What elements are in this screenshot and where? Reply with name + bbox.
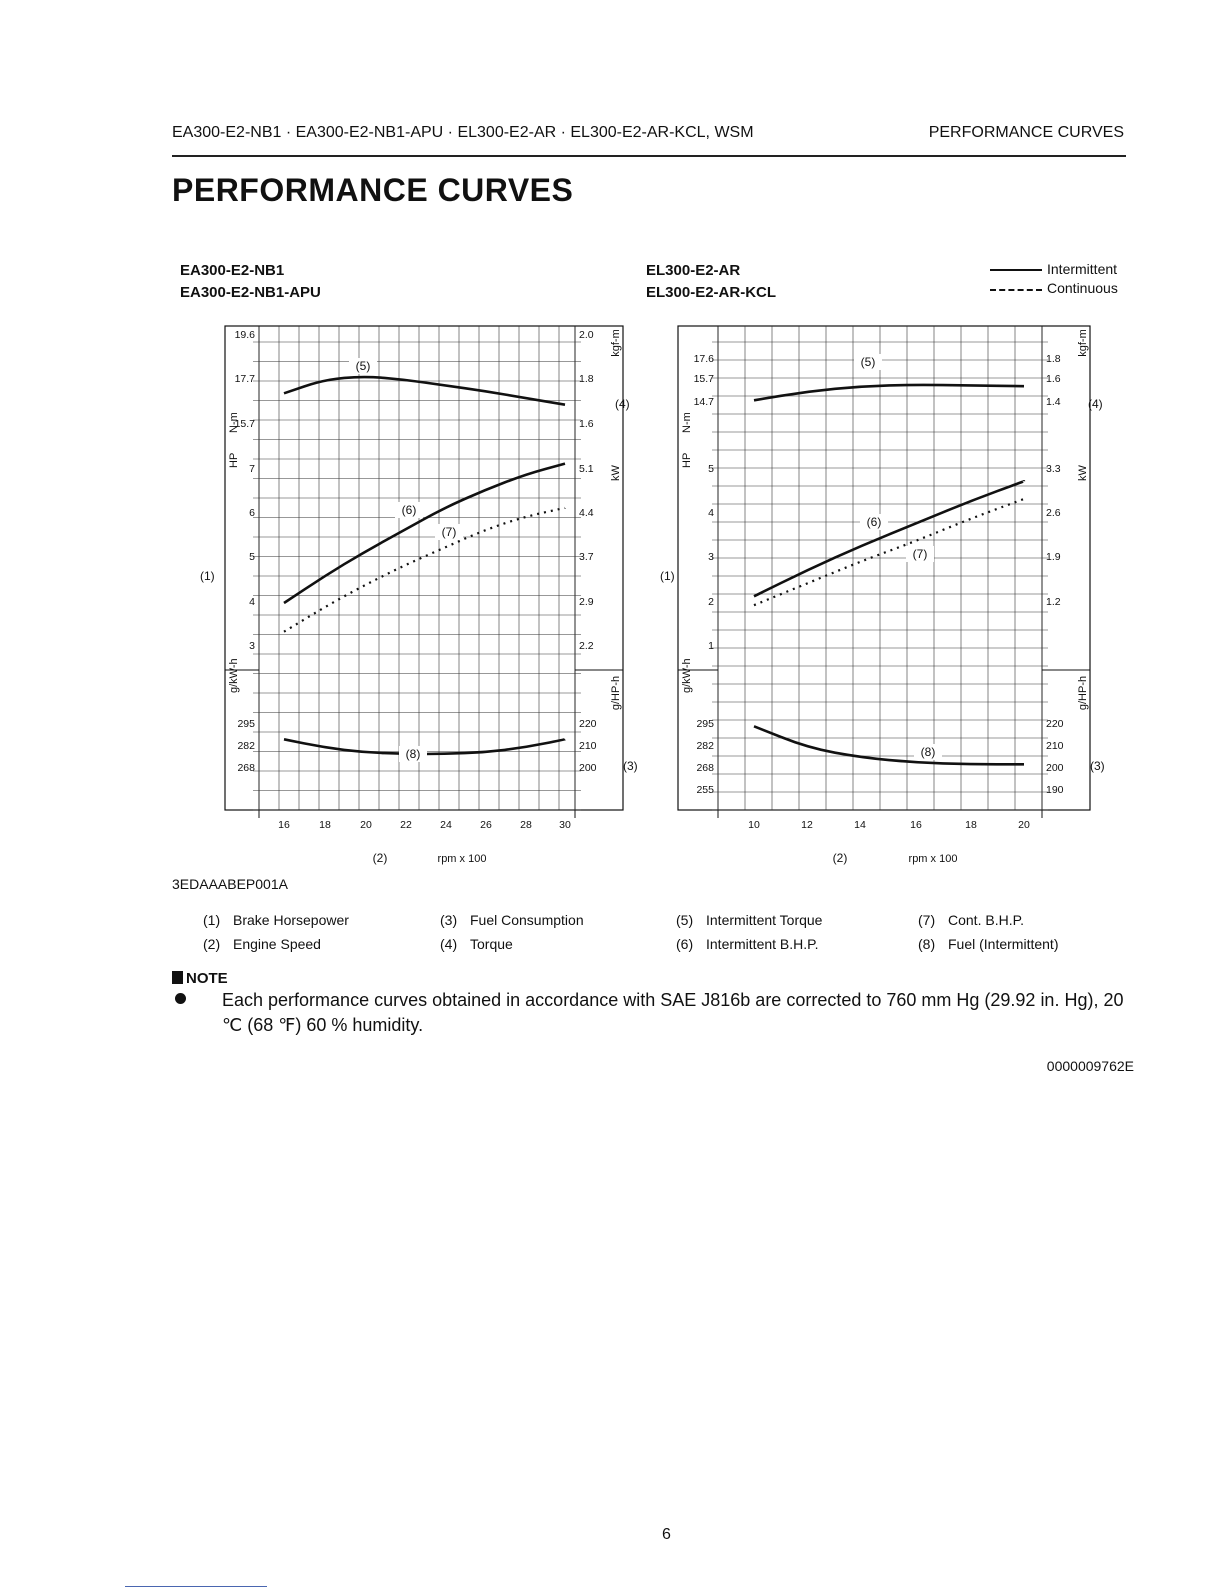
right-tick-label: 2.2 bbox=[579, 640, 594, 652]
left-tick-label: 2 bbox=[708, 596, 714, 608]
right-tick-label: 1.2 bbox=[1046, 596, 1061, 608]
left-tick-label: 268 bbox=[696, 762, 714, 774]
series-line-6 bbox=[754, 481, 1024, 596]
series-line-8 bbox=[754, 726, 1024, 764]
series-label: (5) bbox=[355, 359, 371, 373]
left-tick-label: 268 bbox=[237, 762, 255, 774]
legend-item-3: (3) Fuel Consumption bbox=[440, 912, 584, 928]
x-tick-label: 18 bbox=[965, 819, 977, 831]
hp-axis-ref: (1) bbox=[200, 569, 215, 583]
right-tick-label: 2.0 bbox=[579, 329, 594, 341]
x-tick-label: 22 bbox=[400, 819, 412, 831]
series-line-5 bbox=[754, 385, 1024, 400]
x-tick-label: 10 bbox=[748, 819, 760, 831]
note-text: Each performance curves obtained in accordance with SAE J816b are corrected to 760 mm Hg (29.92 in. Hg), 20 ℃ (68 ℉) 60 % humidity. bbox=[222, 990, 1124, 1035]
right-tick-label: 210 bbox=[1046, 740, 1064, 752]
x-tick-label: 12 bbox=[801, 819, 813, 831]
legend-item-7: (7) Cont. B.H.P. bbox=[918, 912, 1025, 928]
axis-unit-label: N-m bbox=[228, 412, 240, 433]
left-model-2: EA300-E2-NB1-APU bbox=[180, 284, 321, 301]
right-tick-label: 1.8 bbox=[1046, 353, 1061, 365]
note-heading: NOTE bbox=[172, 970, 228, 987]
left-tick-label: 5 bbox=[708, 463, 714, 475]
x-tick-label: 14 bbox=[854, 819, 866, 831]
torque-axis-ref: (4) bbox=[615, 397, 630, 411]
axis-unit-label-right: kW bbox=[1077, 465, 1089, 481]
axis-unit-label-right: kgf-m bbox=[610, 329, 622, 357]
left-tick-label: 19.6 bbox=[234, 329, 255, 341]
hp-axis-ref: (1) bbox=[660, 569, 675, 583]
torque-axis-ref: (4) bbox=[1088, 397, 1103, 411]
doc-code: 0000009762E bbox=[1046, 1058, 1134, 1074]
axis-unit-label: g/kW-h bbox=[681, 658, 693, 693]
bullet-icon bbox=[175, 993, 186, 1004]
left-tick-label: 15.7 bbox=[234, 418, 255, 430]
series-label: (7) bbox=[441, 525, 457, 539]
chart-grid bbox=[678, 326, 1090, 818]
right-tick-label: 210 bbox=[579, 740, 597, 752]
right-tick-label: 2.9 bbox=[579, 596, 594, 608]
page-title: PERFORMANCE CURVES bbox=[172, 172, 574, 208]
legend-item-4: (4) Torque bbox=[440, 936, 513, 952]
right-tick-label: 2.6 bbox=[1046, 507, 1061, 519]
series-line-7 bbox=[754, 499, 1024, 605]
series-label: (6) bbox=[401, 503, 417, 517]
left-tick-label: 4 bbox=[249, 596, 255, 608]
x-tick-label: 30 bbox=[559, 819, 571, 831]
right-tick-label: 1.9 bbox=[1046, 551, 1061, 563]
left-tick-label: 15.7 bbox=[693, 373, 714, 385]
right-tick-label: 1.6 bbox=[1046, 373, 1061, 385]
series-line-7 bbox=[284, 508, 565, 632]
left-tick-label: 282 bbox=[237, 740, 255, 752]
chart-grid bbox=[225, 326, 623, 818]
axis-unit-label: g/kW-h bbox=[228, 658, 240, 693]
series-label: (6) bbox=[866, 515, 882, 529]
right-performance-chart bbox=[650, 318, 1120, 868]
x-axis-ref: (2) bbox=[372, 851, 388, 865]
left-tick-label: 14.7 bbox=[693, 396, 714, 408]
x-axis-ref: (2) bbox=[832, 851, 848, 865]
x-axis-unit: rpm x 100 bbox=[437, 853, 487, 865]
x-axis-unit: rpm x 100 bbox=[908, 853, 958, 865]
left-tick-label: 7 bbox=[249, 463, 255, 475]
left-tick-label: 255 bbox=[696, 784, 714, 796]
series-label: (7) bbox=[912, 547, 928, 561]
left-tick-label: 295 bbox=[696, 718, 714, 730]
right-tick-label: 220 bbox=[579, 718, 597, 730]
legend-intermittent: Intermittent bbox=[1047, 261, 1118, 277]
left-tick-label: 3 bbox=[249, 640, 255, 652]
right-tick-label: 200 bbox=[579, 762, 597, 774]
left-tick-label: 282 bbox=[696, 740, 714, 752]
header-rule bbox=[172, 155, 1126, 157]
left-performance-chart bbox=[195, 318, 645, 868]
x-tick-label: 16 bbox=[910, 819, 922, 831]
series-label: (8) bbox=[405, 747, 421, 761]
note-square-icon bbox=[172, 971, 183, 984]
right-tick-label: 1.8 bbox=[579, 373, 594, 385]
right-model-2: EL300-E2-AR-KCL bbox=[646, 284, 777, 301]
page-number: 6 bbox=[662, 1526, 671, 1543]
x-tick-label: 28 bbox=[520, 819, 532, 831]
header-section: PERFORMANCE CURVES bbox=[928, 124, 1124, 141]
x-tick-label: 16 bbox=[278, 819, 290, 831]
axis-unit-label: HP bbox=[228, 452, 240, 468]
legend-continuous: Continuous bbox=[1047, 280, 1118, 296]
left-tick-label: 4 bbox=[708, 507, 714, 519]
x-tick-label: 18 bbox=[319, 819, 331, 831]
fuel-axis-ref: (3) bbox=[623, 759, 638, 773]
right-tick-label: 190 bbox=[1046, 784, 1064, 796]
right-tick-label: 3.3 bbox=[1046, 463, 1061, 475]
axis-unit-label: HP bbox=[681, 452, 693, 468]
header-models: EA300-E2-NB1 · EA300-E2-NB1-APU · EL300-E2-AR · EL300-E2-AR-KCL, WSM bbox=[172, 124, 754, 141]
legend-item-5: (5) Intermittent Torque bbox=[676, 912, 823, 928]
axis-unit-label-right: g/HP-h bbox=[610, 675, 622, 711]
intermittent-line-sample bbox=[990, 269, 1042, 271]
left-tick-label: 17.7 bbox=[234, 373, 255, 385]
right-tick-label: 1.6 bbox=[579, 418, 594, 430]
axis-unit-label: N-m bbox=[681, 412, 693, 433]
left-tick-label: 295 bbox=[237, 718, 255, 730]
legend-item-8: (8) Fuel (Intermittent) bbox=[918, 936, 1059, 952]
left-model-1: EA300-E2-NB1 bbox=[180, 262, 285, 279]
right-tick-label: 1.4 bbox=[1046, 396, 1061, 408]
axis-unit-label-right: kW bbox=[610, 465, 622, 481]
left-tick-label: 17.6 bbox=[693, 353, 714, 365]
axis-unit-label-right: kgf-m bbox=[1077, 329, 1089, 357]
series-line-6 bbox=[284, 464, 565, 603]
right-tick-label: 220 bbox=[1046, 718, 1064, 730]
left-tick-label: 3 bbox=[708, 551, 714, 563]
figure-code: 3EDAAABEP001A bbox=[172, 876, 288, 892]
axis-unit-label-right: g/HP-h bbox=[1077, 675, 1089, 711]
fuel-axis-ref: (3) bbox=[1090, 759, 1105, 773]
x-tick-label: 26 bbox=[480, 819, 492, 831]
chart-frame bbox=[678, 326, 1090, 810]
right-tick-label: 4.4 bbox=[579, 507, 594, 519]
series-label: (5) bbox=[860, 355, 876, 369]
x-tick-label: 20 bbox=[1018, 819, 1030, 831]
right-tick-label: 3.7 bbox=[579, 551, 594, 563]
continuous-line-sample bbox=[990, 289, 1042, 291]
legend-item-6: (6) Intermittent B.H.P. bbox=[676, 936, 819, 952]
x-tick-label: 24 bbox=[440, 819, 452, 831]
x-tick-label: 20 bbox=[360, 819, 372, 831]
left-tick-label: 1 bbox=[708, 640, 714, 652]
left-tick-label: 5 bbox=[249, 551, 255, 563]
legend-item-1: (1) Brake Horsepower bbox=[203, 912, 349, 928]
right-tick-label: 5.1 bbox=[579, 463, 594, 475]
right-tick-label: 200 bbox=[1046, 762, 1064, 774]
chart-frame bbox=[225, 326, 623, 810]
legend-item-2: (2) Engine Speed bbox=[203, 936, 321, 952]
left-tick-label: 6 bbox=[249, 507, 255, 519]
series-label: (8) bbox=[920, 745, 936, 759]
right-model-1: EL300-E2-AR bbox=[646, 262, 741, 279]
